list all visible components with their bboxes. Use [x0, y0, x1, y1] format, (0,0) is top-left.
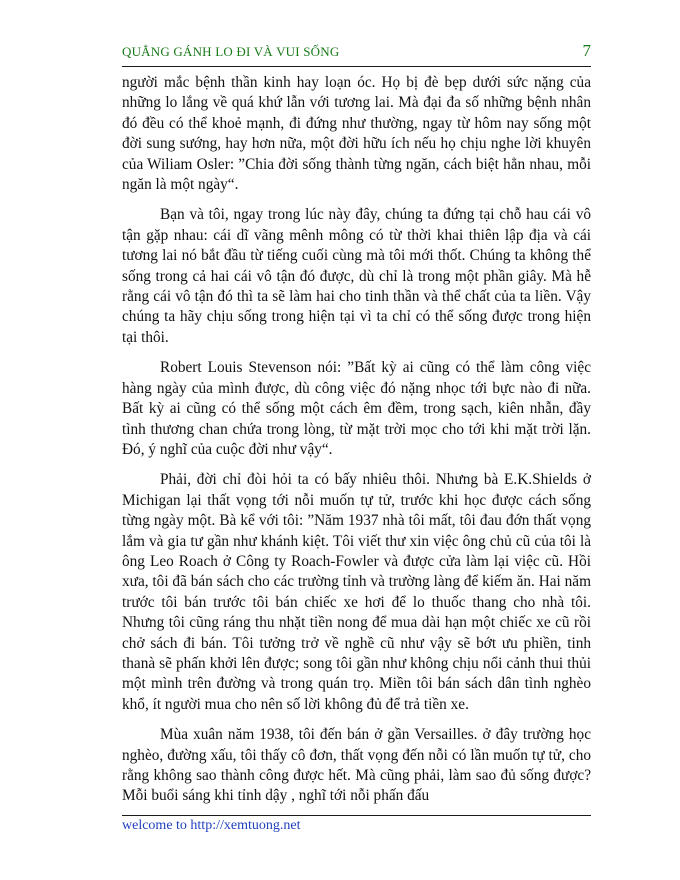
paragraph: người mắc bệnh thần kinh hay loạn óc. Họ bị đè bẹp dưới sức nặng của những lo lắng về quá khứ lẫn với tương lai. Mà đại đa số những bệnh nhân đó đều có thể khoẻ mạnh, đi đứng như thường, ngay từ hôm nay sống một đời sung sướng, hay hơn nữa, một đời hữu ích nếu họ chịu nghe lời khuyên của Wiliam Osler: ”Chia đời sống thành từng ngăn, cách biệt hẳn nhau, mỗi ngăn là một ngày“. — [122, 74, 591, 194]
paragraph: Mùa xuân năm 1938, tôi đến bán ở gần Versailles. ở đây trường học nghèo, đường xấu, tôi thấy cô đơn, thất vọng đến nỗi có lần muốn tự tử, cho rằng không sao thành công được hết. Mà cũng phải, làm sao đủ sống được? Mỗi buổi sáng khi tỉnh dậy , nghĩ tới nỗi phấn đấu — [122, 726, 591, 805]
footer-link[interactable]: welcome to http://xemtuong.net — [122, 818, 301, 833]
header-rule — [122, 66, 591, 67]
page-number: 7 — [582, 41, 591, 60]
paragraph: Phải, đời chỉ đòi hỏi ta có bấy nhiêu thôi. Nhưng bà E.K.Shields ở Michigan lại thất vọng tới nỗi muốn tự tử, trước khi học được cách sống từng ngày một. Bà kể với tôi: ”Năm 1937 nhà tôi mất, tôi đau đớn thất vọng lắm và gia tư gần như khánh kiệt. Tôi viết thư xin việc ông chủ cũ của tôi là ông Leo Roach ở Công ty Roach-Fowler và được cửa làm lại việc cũ. Hồi xưa, tôi đã bán sách cho các trường tỉnh và trường làng để kiếm ăn. Hai năm trước tôi bán trước tôi bán chiếc xe hơi để lo thuốc thang cho nhà tôi. Nhưng tôi cũng ráng thu nhặt tiền nong để mua dài hạn một chiếc xe cũ rồi chở sách đi bán. Tôi tưởng trở về nghề cũ như vậy sẽ bớt ưu phiền, tinh thanà sẽ phấn khởi lên được; song tôi gần như không chịu nổi cảnh thui thủi một mình trên đường và trong quán trọ. Miền tôi bán sách dân tình nghèo khổ, ít người mua cho nên số lời không đủ để trả tiền xe. — [122, 471, 591, 713]
book-title: QUẲNG GÁNH LO ĐI VÀ VUI SỐNG — [122, 44, 340, 59]
footer-rule — [122, 815, 591, 816]
paragraph: Bạn và tôi, ngay trong lúc này đây, chúng ta đứng tại chỗ hau cái vô tận gặp nhau: cái dĩ vãng mênh mông có từ thời khai thiên lập địa và cái tương lai nó bắt đầu từ tiếng cuối cùng mà tôi mới thốt. Chúng ta không thể sống trong cả hai cái vô tận đó được, dù chỉ là trong một phần giây. Mà hễ rằng cái vô tận đó thì ta sẽ làm hai cho tinh thần và thể chất của ta liền. Vậy chúng ta hãy chịu sống trong hiện tại vì ta chỉ có thể sống được trong hiện tại thôi. — [122, 206, 591, 346]
body-text — [122, 73, 591, 817]
running-header — [122, 41, 591, 64]
paragraph: Robert Louis Stevenson nói: ”Bất kỳ ai cũng có thể làm công việc hàng ngày của mình được, dù công việc đó nặng nhọc tới bực nào đi nữa. Bất kỳ ai cũng có thể sống một cách êm đềm, trong sạch, kiên nhẫn, đầy tình thương chan chứa trong lòng, từ mặt trời mọc cho tới khi mặt trời lặn. Đó, ý nghĩ của cuộc đời như vậy“. — [122, 359, 591, 458]
